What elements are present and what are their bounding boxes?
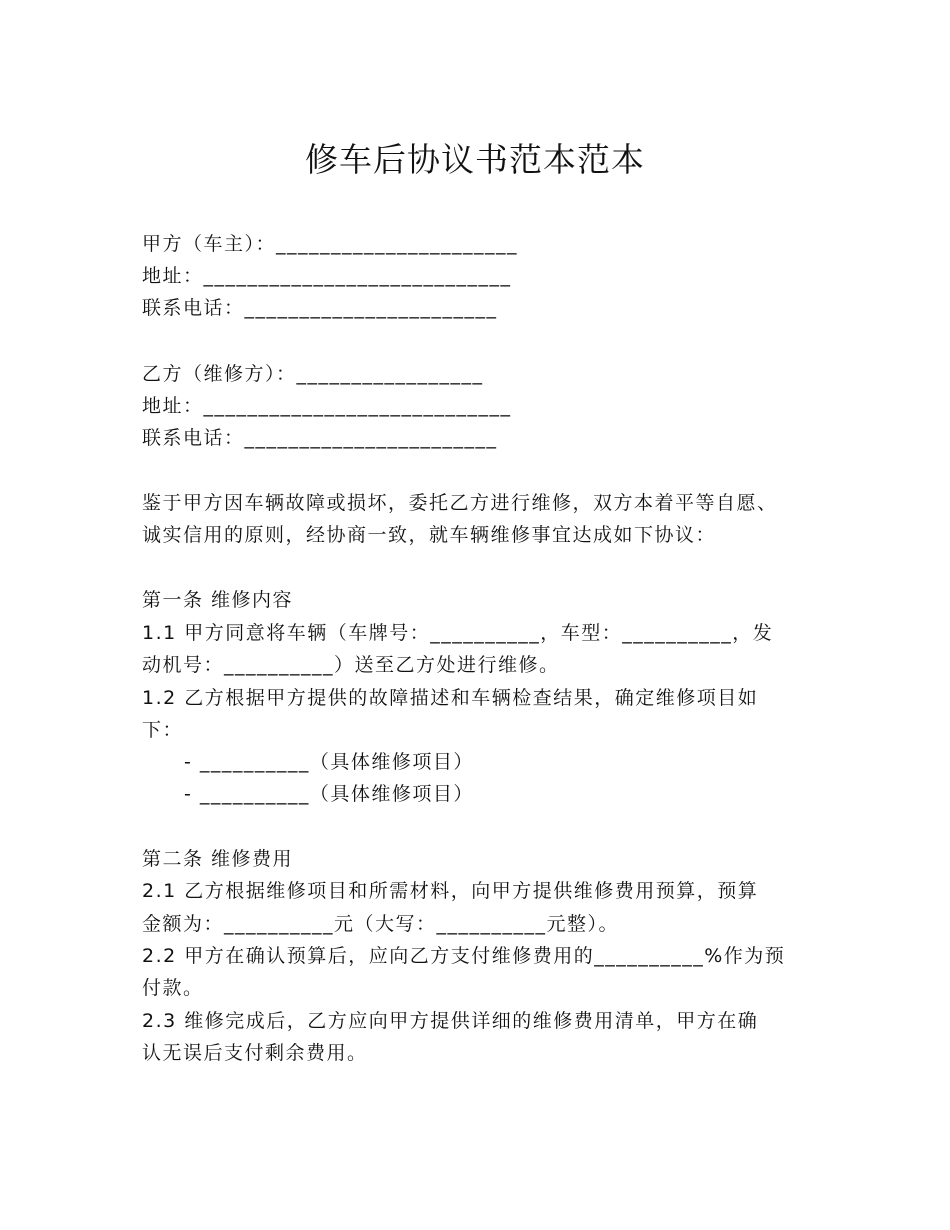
party-a-address: 地址：____________________________: [142, 265, 512, 287]
party-a-phone: 联系电话：_______________________: [142, 297, 498, 319]
article-1-heading: 第一条 维修内容: [142, 589, 294, 611]
party-b-name: 乙方（维修方）：_________________: [142, 363, 484, 385]
article-2-line: 2.3 维修完成后，乙方应向甲方提供详细的维修费用清单，甲方在确: [142, 1010, 759, 1032]
repair-item: - __________（具体维修项目）: [184, 783, 474, 805]
article-2-line: 认无误后支付剩余费用。: [142, 1042, 368, 1064]
party-a-name: 甲方（车主）：______________________: [142, 233, 519, 255]
party-b-address: 地址：____________________________: [142, 395, 512, 417]
article-1-line: 下：: [142, 719, 184, 741]
party-b-phone: 联系电话：_______________________: [142, 427, 498, 449]
preamble-line: 鉴于甲方因车辆故障或损坏，委托乙方进行维修，双方本着平等自愿、: [142, 492, 778, 514]
preamble-line: 诚实信用的原则，经协商一致，就车辆维修事宜达成如下协议：: [142, 524, 717, 546]
article-2-line: 付款。: [142, 977, 204, 999]
article-2-line: 金额为：__________元（大写：__________元整）。: [142, 913, 620, 935]
article-1-line: 1.2 乙方根据甲方提供的故障描述和车辆检查结果，确定维修项目如: [142, 687, 759, 709]
article-1-line: 1.1 甲方同意将车辆（车牌号：__________，车型：__________，发: [142, 622, 774, 644]
repair-item: - __________（具体维修项目）: [184, 751, 474, 773]
article-1-line: 动机号：__________）送至乙方处进行维修。: [142, 654, 560, 676]
article-2-line: 2.1 乙方根据维修项目和所需材料，向甲方提供维修费用预算，预算: [142, 880, 759, 902]
article-2-line: 2.2 甲方在确认预算后，应向乙方支付维修费用的__________%作为预: [142, 945, 786, 967]
article-2-heading: 第二条 维修费用: [142, 848, 294, 870]
document-title: 修车后协议书范本范本: [305, 140, 645, 179]
